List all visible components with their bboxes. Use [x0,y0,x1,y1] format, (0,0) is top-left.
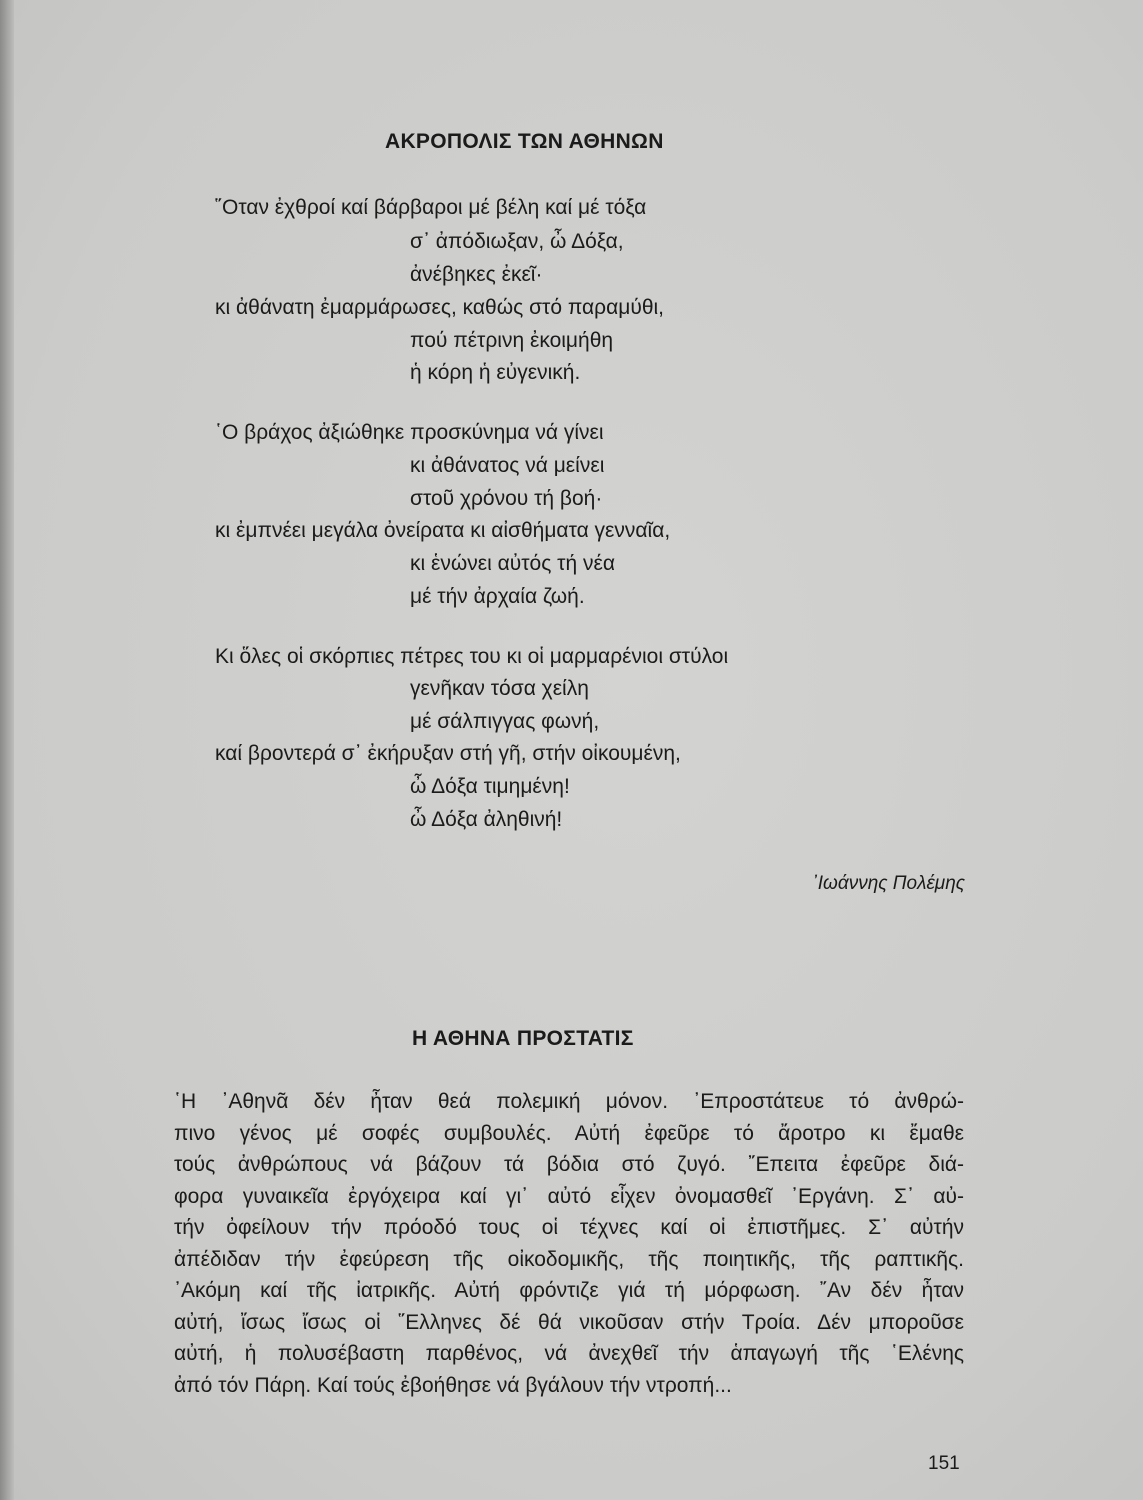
poem-line: γενῆκαν τόσα χείλη [410,677,589,700]
poem-line: κι ἐμπνέει μεγάλα ὀνείρατα κι αἰσθήματα γενναῖα, [215,519,671,542]
prose-line: αὐτή, ἴσως ἴσως οἱ ῞Ελληνες δέ θά νικοῦσαν στήν Τροία. Δέν μποροῦσε [174,1310,964,1334]
poem-line: μέ τήν ἀρχαία ζωή. [410,585,585,608]
poem-line: ἡ κόρη ἡ εὐγενική. [410,361,581,384]
poem-line: Κι ὅλες οἱ σκόρπιες πέτρες του κι οἱ μαρμαρένιοι στύλοι [215,645,729,668]
poem-line: καί βροντερά σ᾽ ἐκήρυξαν στή γῆ, στήν οἰκουμένη, [215,742,681,765]
prose-line: τήν ὀφείλουν τήν πρόοδό τους οἱ τέχνες καί οἱ ἐπιστῆμες. Σ᾽ αὐτήν [174,1216,964,1239]
prose-line: ᾽Ακόμη καί τῆς ἰατρικῆς. Αὐτή φρόντιζε γιά τή μόρφωση. ῎Αν δέν ἦταν [174,1279,964,1302]
poem-line: κι ἀθάνατη ἐμαρμάρωσες, καθώς στό παραμύθι, [215,296,665,319]
prose-line: φορα γυναικεῖα ἐργόχειρα καί γι᾽ αὐτό εἶχεν ὀνομασθεῖ ᾽Εργάνη. Σ᾽ αὐ- [174,1184,964,1208]
prose-line: τούς ἀνθρώπους νά βάζουν τά βόδια στό ζυγό. ῎Επειτα ἐφεῦρε διά- [174,1153,964,1176]
prose-line: αὐτή, ἡ πολυσέβαστη παρθένος, νά ἀνεχθεῖ τήν ἁπαγωγή τῆς ῾Ελένης [174,1342,964,1365]
poem-line: ὦ Δόξα ἀληθινή! [410,808,563,831]
prose-paragraph [174,1086,964,1401]
poem-title: ΑΚΡΟΠΟΛΙΣ ΤΩΝ ΑΘΗΝΩΝ [385,130,664,153]
poem-author: ᾽Ιωάννης Πολέμης [811,873,965,894]
poem-line: ὦ Δόξα τιμημένη! [410,775,570,798]
poem-line: ῞Οταν ἐχθροί καί βάρβαροι μέ βέλη καί μέ τόξα [215,196,647,219]
section-title: Η ΑΘΗΝΑ ΠΡΟΣΤΑΤΙΣ [412,1027,634,1050]
prose-line: ἀπέδιδαν τήν ἐφεύρεση τῆς οἰκοδομικῆς, τῆς ποιητικῆς, τῆς ραπτικῆς. [174,1247,964,1271]
poem-line: πού πέτρινη ἐκοιμήθη [410,329,614,352]
prose-line: πινο γένος μέ σοφές συμβουλές. Αὐτή ἐφεῦρε τό ἄροτρο κι ἔμαθε [174,1121,964,1145]
poem-line: ῾Ο βράχος ἀξιώθηκε προσκύνημα νά γίνει [215,421,604,444]
poem-line: μέ σάλπιγγας φωνή, [410,710,600,733]
prose-line: ῾Η ᾽Αθηνᾶ δέν ἦταν θεά πολεμική μόνον. ᾽Επροστάτευε τό ἀνθρώ- [174,1090,964,1113]
poem-line: σ᾽ ἀπόδιωξαν, ὦ Δόξα, [410,230,624,253]
poem-line: κι ἀθάνατος νά μείνει [410,454,605,477]
poem-line: κι ἑνώνει αὐτός τή νέα [410,552,615,575]
poem-line: στοῦ χρόνου τή βοή· [410,487,603,510]
page-number: 151 [928,1453,960,1474]
prose-line: ἀπό τόν Πάρη. Καί τούς ἐβοήθησε νά βγάλουν τήν ντροπή... [174,1373,732,1397]
poem-line: ἀνέβηκες ἐκεῖ· [410,263,543,286]
